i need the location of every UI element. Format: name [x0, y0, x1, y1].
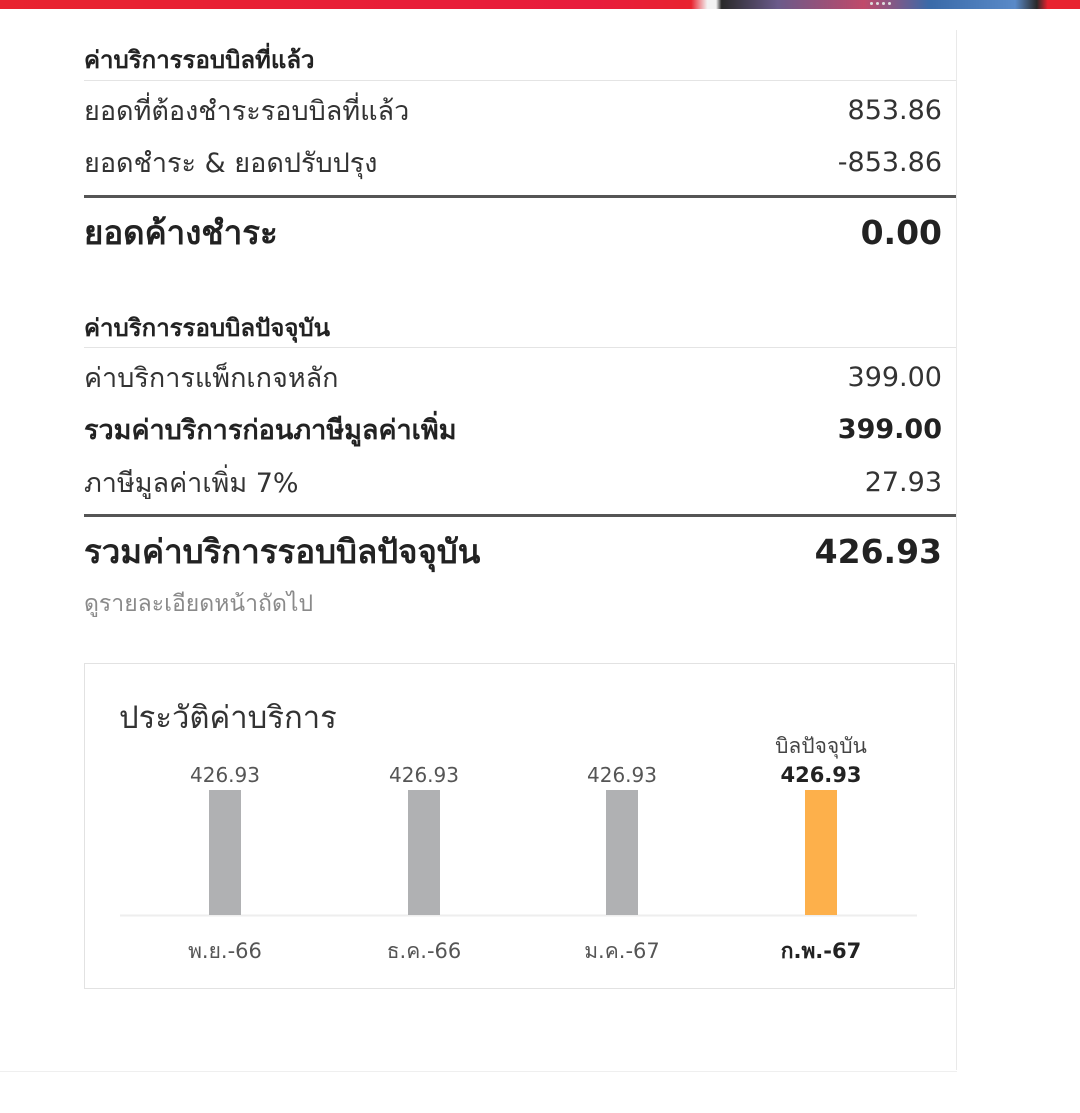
package-fee-row	[84, 356, 942, 398]
divider	[84, 347, 956, 348]
current-bill-label: บิลปัจจุบัน	[775, 734, 867, 758]
divider	[84, 80, 956, 81]
x-tick-label-0: พ.ย.-66	[188, 939, 262, 963]
payment-adjustment-row	[84, 141, 942, 183]
billing-history-title: ประวัติค่าบริการ	[119, 700, 337, 736]
outstanding-balance-label: ยอดค้างชำระ	[84, 212, 278, 252]
current-cycle-title: ค่าบริการรอบบิลปัจจุบัน	[84, 313, 331, 342]
x-tick-label-2: ม.ค.-67	[584, 939, 660, 963]
previous-cycle-heading	[84, 41, 942, 77]
package-fee-label: ค่าบริการแพ็กเกจหลัก	[84, 362, 339, 394]
summary-rule	[84, 514, 956, 517]
subtotal-before-vat-row	[84, 408, 942, 450]
bar-value-label-2: 426.93	[587, 763, 657, 787]
current-total-label: รวมค่าบริการรอบบิลปัจจุบัน	[84, 531, 481, 571]
top-banner-strip	[0, 0, 1080, 9]
vat-label: ภาษีมูลค่าเพิ่ม 7%	[84, 467, 299, 499]
panel-right-border	[956, 30, 957, 1070]
bar-2	[606, 790, 638, 915]
previous-cycle-title: ค่าบริการรอบบิลที่แล้ว	[84, 45, 315, 74]
package-fee-value: 399.00	[847, 361, 942, 393]
summary-rule	[84, 195, 956, 198]
previous-amount-due-value: 853.86	[847, 94, 942, 126]
outstanding-balance-value: 0.00	[860, 212, 942, 252]
bar-3	[805, 790, 837, 915]
x-tick-label-3: ก.พ.-67	[780, 939, 862, 963]
payment-adjustment-label: ยอดชำระ & ยอดปรับปรุง	[84, 147, 378, 179]
see-next-page-note: ดูรายละเอียดหน้าถัดไป	[84, 591, 314, 617]
billing-history-chart	[84, 663, 955, 989]
page-bottom-divider	[0, 1071, 957, 1072]
subtotal-before-vat-label: รวมค่าบริการก่อนภาษีมูลค่าเพิ่ม	[84, 414, 457, 446]
previous-amount-due-row	[84, 89, 942, 131]
bar-value-label-1: 426.93	[389, 763, 459, 787]
bar-1	[408, 790, 440, 915]
banner-page-dots	[870, 2, 891, 6]
subtotal-before-vat-value: 399.00	[837, 413, 942, 445]
current-cycle-heading	[84, 309, 942, 345]
x-tick-label-1: ธ.ค.-66	[386, 939, 462, 963]
previous-amount-due-label: ยอดที่ต้องชำระรอบบิลที่แล้ว	[84, 95, 410, 127]
bar-value-label-0: 426.93	[190, 763, 260, 787]
bar-value-label-3: 426.93	[780, 763, 862, 787]
vat-row	[84, 461, 942, 503]
bar-0	[209, 790, 241, 915]
vat-value: 27.93	[864, 466, 942, 498]
current-total-row	[84, 527, 942, 575]
outstanding-balance-row	[84, 208, 942, 256]
payment-adjustment-value: -853.86	[837, 146, 942, 178]
current-total-value: 426.93	[814, 531, 942, 571]
